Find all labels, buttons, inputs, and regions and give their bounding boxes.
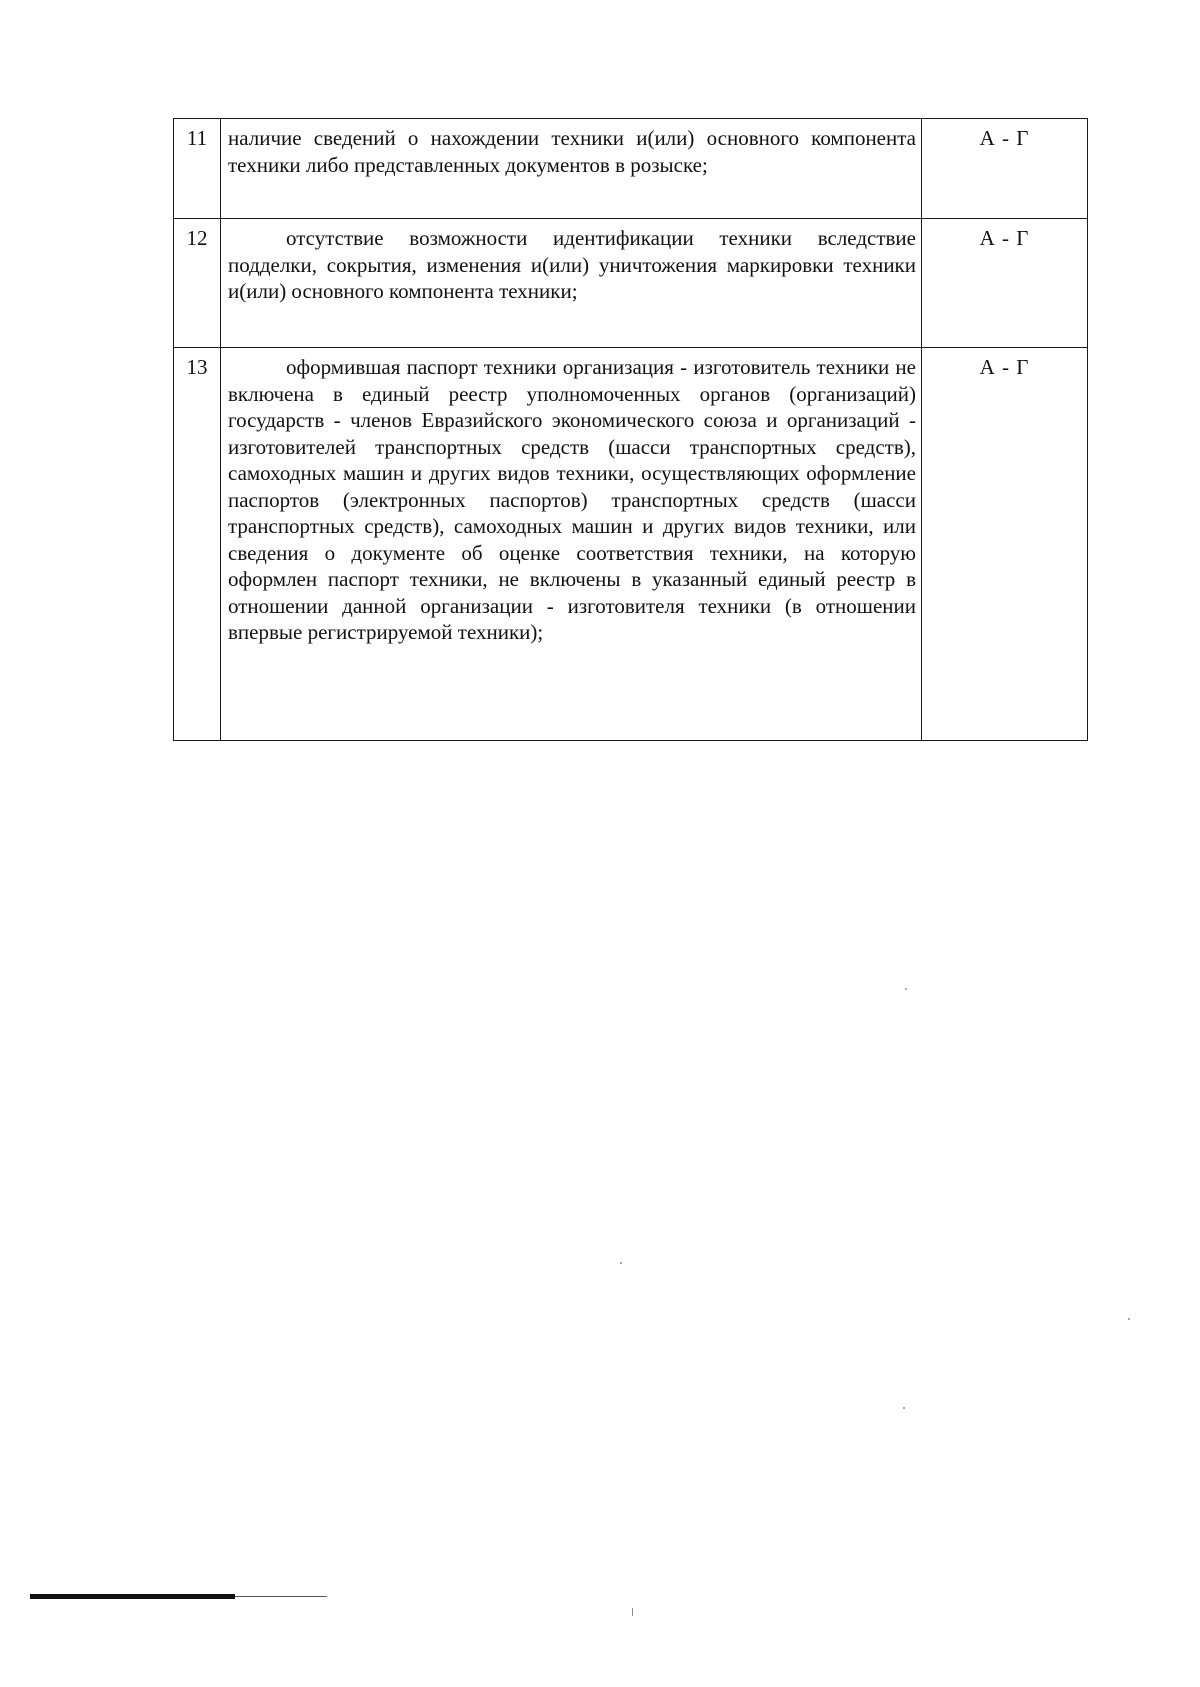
row-number: 11	[174, 119, 221, 219]
table-row	[174, 219, 1088, 348]
row-category: А - Г	[922, 219, 1088, 348]
scan-speck	[620, 1262, 622, 1264]
footer-rule-thin	[235, 1596, 327, 1597]
scan-speck	[903, 1407, 905, 1409]
row-text-content: отсутствие возможности идентификации техники вследствие подделки, сокрытия, изменения и(или) уничтожения маркировки техники и(или) основного компонента техники;	[228, 226, 916, 303]
scan-speck	[1128, 1318, 1130, 1320]
row-text	[221, 348, 922, 741]
row-text	[221, 219, 922, 348]
table-row	[174, 348, 1088, 741]
scan-speck	[632, 1608, 633, 1616]
grounds-table	[173, 118, 1088, 741]
footer-rule	[30, 1594, 235, 1599]
row-text-content: наличие сведений о нахождении техники и(или) основного компонента техники либо представленных документов в розыске;	[228, 126, 916, 177]
row-text-content: оформившая паспорт техники организация - изготовитель техники не включена в единый реестр уполномоченных органов (организаций) государств - членов Евразийского экономического союза и организаций - изготовителей транспортных средств (шасси транспортных средств), самоходных машин и других видов техники, осуществляющих оформление паспортов (электронных паспортов) транспортных средств (шасси транспортных средств), самоходных машин и других видов техники, или сведения о документе об оценке соответствия техники, на которую оформлен паспорт техники, не включены в указанный единый реестр в отношении данной организации - изготовителя техники (в отношении впервые регистрируемой техники);	[228, 355, 916, 644]
row-number: 12	[174, 219, 221, 348]
row-text	[221, 119, 922, 219]
row-number: 13	[174, 348, 221, 741]
row-category: А - Г	[922, 348, 1088, 741]
scan-speck	[905, 988, 907, 990]
table-row	[174, 119, 1088, 219]
row-category: А - Г	[922, 119, 1088, 219]
